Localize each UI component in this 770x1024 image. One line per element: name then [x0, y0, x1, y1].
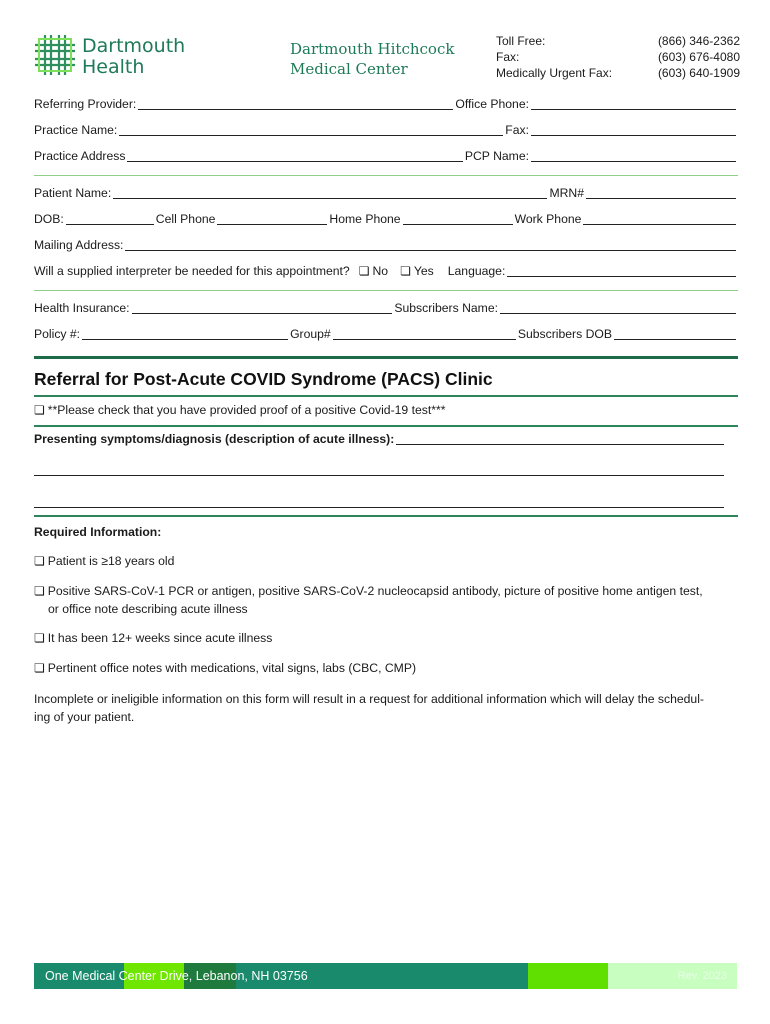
interpreter-yes-option[interactable] [400, 263, 434, 279]
subscribers-name-label: Subscribers Name: [394, 301, 498, 315]
required-heading: Required Information: [34, 525, 162, 539]
home-phone-label: Home Phone [329, 212, 401, 226]
symptoms-field-line[interactable] [34, 463, 724, 476]
contact-row-fax [496, 49, 740, 65]
policy-field[interactable] [82, 327, 288, 340]
footer-revision: Rev. 2023 [677, 970, 727, 982]
mrn-label: MRN# [549, 186, 584, 200]
contact-value: (603) 640-1909 [657, 66, 740, 80]
subscribers-dob-field[interactable] [614, 327, 736, 340]
dartmouth-health-logo-icon [33, 33, 77, 77]
referring-provider-field[interactable] [138, 97, 453, 110]
footer-segment [528, 963, 608, 989]
home-phone-field[interactable] [403, 212, 513, 225]
section-divider [34, 515, 738, 517]
section-divider [34, 175, 738, 176]
pcp-name-field[interactable] [531, 149, 736, 162]
group-label: Group# [290, 327, 331, 341]
referring-provider-label: Referring Provider: [34, 97, 137, 111]
work-phone-label: Work Phone [514, 212, 582, 226]
row-practice-name [34, 122, 738, 138]
pcp-name-label: PCP Name: [464, 149, 529, 163]
requirement-text: Pertinent office notes with medications, vital signs, labs (CBC, CMP) [47, 661, 417, 675]
checkbox-icon[interactable]: ❏ [34, 554, 45, 568]
contact-value: (866) 346-2362 [657, 34, 740, 48]
cell-phone-field[interactable] [217, 212, 327, 225]
requirement-text: Positive SARS-CoV-1 PCR or antigen, positive SARS-CoV-2 nucleocapsid antibody, picture of positive home antigen test, [47, 584, 703, 598]
requirement-item [34, 629, 734, 647]
mrn-field[interactable] [586, 186, 736, 199]
dob-label: DOB: [34, 212, 64, 226]
practice-address-label: Practice Address [34, 149, 126, 163]
row-symptoms-line-2 [34, 463, 726, 478]
symptoms-label: Presenting symptoms/diagnosis (description of acute illness): [34, 432, 395, 446]
health-insurance-field[interactable] [132, 301, 393, 314]
row-health-insurance [34, 300, 738, 316]
practice-address-field[interactable] [127, 149, 462, 162]
checkbox-icon[interactable]: ❏ [34, 661, 45, 675]
mailing-address-label: Mailing Address: [34, 238, 124, 252]
footer-band [34, 963, 737, 989]
row-symptoms [34, 431, 726, 447]
notice-line-2: ing of your patient. [34, 710, 135, 724]
section-divider [34, 425, 738, 427]
contact-row-toll-free [496, 33, 740, 49]
row-interpreter [34, 263, 738, 279]
checkbox-icon[interactable]: ❏ [34, 584, 45, 598]
proof-check-label: **Please check that you have provided proof of a positive Covid-19 test*** [47, 403, 446, 417]
yes-label: Yes [413, 264, 434, 278]
fax-field[interactable] [531, 123, 736, 136]
subscribers-name-field[interactable] [500, 301, 736, 314]
interpreter-question: Will a supplied interpreter be needed for this appointment? [34, 264, 350, 278]
requirement-continuation: or office note describing acute illness [48, 602, 248, 616]
requirement-text: It has been 12+ weeks since acute illness [47, 631, 273, 645]
facility-name: Dartmouth Hitchcock Medical Center [290, 40, 455, 78]
brand-name: Dartmouth Health [82, 35, 186, 78]
symptoms-field[interactable] [396, 432, 724, 445]
section-divider [34, 290, 738, 291]
health-insurance-label: Health Insurance: [34, 301, 130, 315]
office-phone-field[interactable] [531, 97, 736, 110]
contact-label: Toll Free: [496, 34, 546, 48]
checkbox-icon[interactable]: ❏ [358, 264, 370, 278]
work-phone-field[interactable] [583, 212, 736, 225]
footer-address: One Medical Center Drive, Lebanon, NH 03756 [45, 969, 308, 983]
contact-value: (603) 676-4080 [657, 50, 740, 64]
language-field[interactable] [507, 264, 736, 277]
contact-label: Fax: [496, 50, 520, 64]
row-symptoms-line-3 [34, 495, 726, 510]
fax-label: Fax: [505, 123, 529, 137]
checkbox-icon[interactable]: ❏ [34, 403, 45, 417]
row-patient-name [34, 185, 738, 201]
group-field[interactable] [333, 327, 516, 340]
contact-label: Medically Urgent Fax: [496, 66, 613, 80]
mailing-address-field[interactable] [125, 238, 736, 251]
patient-name-field[interactable] [113, 186, 547, 199]
patient-name-label: Patient Name: [34, 186, 112, 200]
interpreter-no-option[interactable] [359, 263, 388, 279]
form-title: Referral for Post-Acute COVID Syndrome (PACS) Clinic [34, 369, 493, 389]
requirement-item [34, 659, 734, 677]
checkbox-icon[interactable]: ❏ [400, 264, 411, 278]
contact-block [496, 33, 740, 81]
requirement-item [34, 552, 734, 570]
contact-row-urgent-fax [496, 65, 740, 81]
practice-name-label: Practice Name: [34, 123, 118, 137]
dob-field[interactable] [66, 212, 154, 225]
notice-line-1: Incomplete or ineligible information on this form will result in a request for additional information which will delay the schedul- [34, 692, 704, 706]
title-underline [34, 395, 738, 397]
row-practice-address [34, 148, 738, 164]
language-label: Language: [447, 264, 506, 278]
row-referring-provider [34, 96, 738, 112]
office-phone-label: Office Phone: [455, 97, 529, 111]
no-label: No [372, 264, 389, 278]
row-policy [34, 326, 738, 342]
cell-phone-label: Cell Phone [155, 212, 216, 226]
checkbox-icon[interactable]: ❏ [34, 631, 45, 645]
row-phones [34, 211, 738, 227]
row-proof-check [34, 402, 738, 418]
section-divider-thick [34, 356, 738, 359]
row-mailing-address [34, 237, 738, 253]
requirement-item [34, 582, 734, 600]
practice-name-field[interactable] [119, 123, 503, 136]
policy-label: Policy #: [34, 327, 81, 341]
symptoms-field-line[interactable] [34, 495, 724, 508]
subscribers-dob-label: Subscribers DOB [517, 327, 612, 341]
requirement-text: Patient is ≥18 years old [47, 554, 175, 568]
